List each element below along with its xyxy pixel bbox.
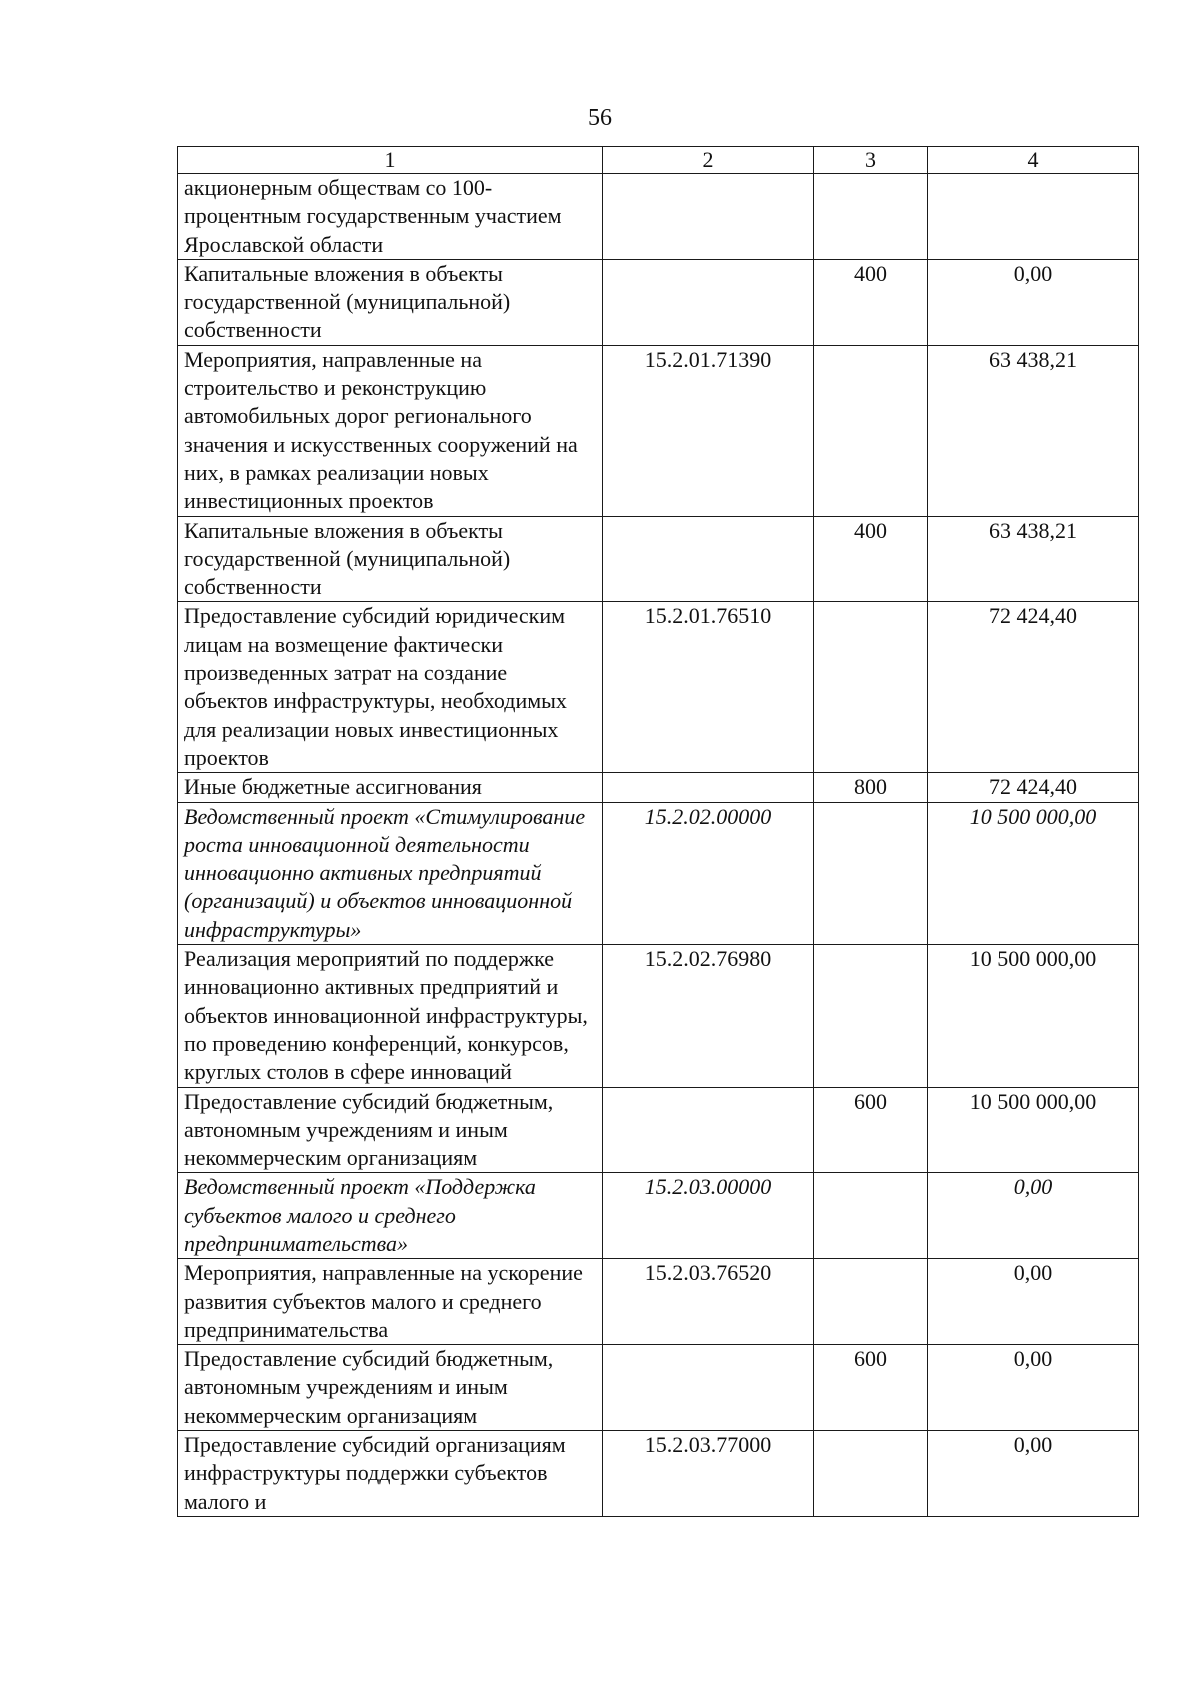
table-row [178, 1431, 1139, 1517]
row-amount-cell: 0,00 [928, 1173, 1139, 1259]
row-name-cell: Предоставление субсидий бюджетным, автономным учреждениям и иным некоммерческим организациям [178, 1087, 603, 1173]
row-expense-type-cell: 400 [814, 516, 928, 602]
row-name-cell: Мероприятия, направленные на строительство и реконструкцию автомобильных дорог регионального значения и искусственных сооружений на них, в рамках реализации новых инвестиционных проектов [178, 345, 603, 516]
budget-table [177, 146, 1139, 1517]
row-name-cell: Реализация мероприятий по поддержке инновационно активных предприятий и объектов инновационной инфраструктуры, по проведению конференций, конкурсов, круглых столов в сфере инноваций [178, 945, 603, 1087]
row-name-cell: акционерным обществам со 100-процентным государственным участием Ярославской области [178, 174, 603, 260]
row-name-cell: Ведомственный проект «Поддержка субъектов малого и среднего предпринимательства» [178, 1173, 603, 1259]
table-row [178, 1173, 1139, 1259]
row-amount-cell: 0,00 [928, 259, 1139, 345]
row-expense-type-cell [814, 1173, 928, 1259]
row-amount-cell [928, 174, 1139, 260]
row-name-cell: Предоставление субсидий юридическим лицам на возмещение фактически произведенных затрат на создание объектов инфраструктуры, необходимых для реализации новых инвестиционных проектов [178, 602, 603, 773]
row-code-cell: 15.2.03.00000 [603, 1173, 814, 1259]
table-row [178, 1259, 1139, 1345]
row-amount-cell: 63 438,21 [928, 345, 1139, 516]
row-expense-type-cell [814, 1259, 928, 1345]
row-name-cell: Капитальные вложения в объекты государственной (муниципальной) собственности [178, 259, 603, 345]
table-row [178, 1345, 1139, 1431]
row-name-cell: Предоставление субсидий бюджетным, автономным учреждениям и иным некоммерческим организациям [178, 1345, 603, 1431]
table-row [178, 602, 1139, 773]
row-code-cell [603, 174, 814, 260]
row-expense-type-cell: 800 [814, 773, 928, 802]
row-code-cell: 15.2.03.76520 [603, 1259, 814, 1345]
row-expense-type-cell: 600 [814, 1345, 928, 1431]
row-expense-type-cell [814, 802, 928, 944]
table-body [178, 174, 1139, 1517]
row-amount-cell: 72 424,40 [928, 773, 1139, 802]
row-amount-cell: 10 500 000,00 [928, 1087, 1139, 1173]
row-name-cell: Ведомственный проект «Стимулирование роста инновационной деятельности инновационно активных предприятий (организаций) и объектов инновационной инфраструктуры» [178, 802, 603, 944]
row-amount-cell: 10 500 000,00 [928, 945, 1139, 1087]
table-row [178, 1087, 1139, 1173]
row-amount-cell: 0,00 [928, 1259, 1139, 1345]
column-header-2: 2 [603, 147, 814, 174]
row-amount-cell: 63 438,21 [928, 516, 1139, 602]
row-amount-cell: 10 500 000,00 [928, 802, 1139, 944]
column-header-3: 3 [814, 147, 928, 174]
row-code-cell: 15.2.01.71390 [603, 345, 814, 516]
row-code-cell [603, 1345, 814, 1431]
row-expense-type-cell [814, 602, 928, 773]
row-name-cell: Мероприятия, направленные на ускорение развития субъектов малого и среднего предпринимательства [178, 1259, 603, 1345]
row-code-cell [603, 1087, 814, 1173]
row-amount-cell: 72 424,40 [928, 602, 1139, 773]
table-row [178, 345, 1139, 516]
table-row [178, 802, 1139, 944]
row-code-cell [603, 773, 814, 802]
table-row [178, 516, 1139, 602]
row-name-cell: Предоставление субсидий организациям инфраструктуры поддержки субъектов малого и [178, 1431, 603, 1517]
table-row [178, 259, 1139, 345]
row-code-cell [603, 516, 814, 602]
row-expense-type-cell [814, 1431, 928, 1517]
row-expense-type-cell: 600 [814, 1087, 928, 1173]
row-name-cell: Иные бюджетные ассигнования [178, 773, 603, 802]
row-amount-cell: 0,00 [928, 1431, 1139, 1517]
table-row [178, 773, 1139, 802]
page-number: 56 [588, 105, 612, 131]
table-header-row [178, 147, 1139, 174]
row-name-cell: Капитальные вложения в объекты государственной (муниципальной) собственности [178, 516, 603, 602]
column-header-4: 4 [928, 147, 1139, 174]
row-expense-type-cell [814, 174, 928, 260]
row-expense-type-cell [814, 945, 928, 1087]
column-header-1: 1 [178, 147, 603, 174]
row-code-cell [603, 259, 814, 345]
row-code-cell: 15.2.01.76510 [603, 602, 814, 773]
row-code-cell: 15.2.03.77000 [603, 1431, 814, 1517]
row-expense-type-cell [814, 345, 928, 516]
table-row [178, 174, 1139, 260]
row-amount-cell: 0,00 [928, 1345, 1139, 1431]
row-code-cell: 15.2.02.76980 [603, 945, 814, 1087]
table-row [178, 945, 1139, 1087]
row-expense-type-cell: 400 [814, 259, 928, 345]
row-code-cell: 15.2.02.00000 [603, 802, 814, 944]
